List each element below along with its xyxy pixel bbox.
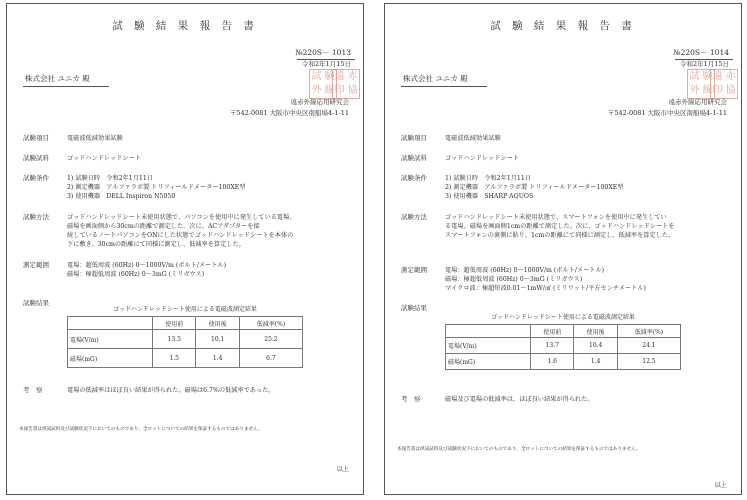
footnote: 本報告書は供試試料及び試験状況下においてのものであり、全ロットについての結果を保証するものではありません。 xyxy=(19,427,263,432)
sample-label: 試験試料 xyxy=(401,154,427,162)
method-line: ゴッドハンドレッドシート未使用状態で、スマートフォンを使用中に発生してい xyxy=(445,214,667,221)
sample-value: ゴッドハンドレッドシート xyxy=(67,155,141,162)
issuer-name: 遠赤外線応用研究会 xyxy=(290,98,349,106)
range-line: マイクロ波：極超短波0.01～1mW/㎠ (ミリワット/平方センチメートル) xyxy=(445,285,646,292)
range-line: 電場：超低周波 (60Hz) 0～1000V/m (ボルト/メートル) xyxy=(67,262,227,269)
table-header-row: 使用前 使用後 低減率(%) xyxy=(446,325,681,338)
remarks-label: 考 察 xyxy=(23,386,43,394)
method-line: 続しているノートパソコンをONにした状態でゴッドハンドレッドシートを本体の xyxy=(67,232,294,239)
method-line: ゴッドハンドレッドシート未使用状態で、パソコンを使用中に発生している電場、 xyxy=(67,214,296,221)
report-date: 令和2年1月15日 xyxy=(301,60,351,68)
method-line: る電場、磁場を画面側1cmの距離で測定した。次に、ゴッドハンドレッドシートを xyxy=(445,223,675,230)
end-mark: 以上 xyxy=(714,482,727,489)
document-number: №220S－ 1013 xyxy=(295,48,351,57)
range-line: 磁場：極超低周波 (60Hz) 0～3mG (ミリガウス) xyxy=(67,271,205,278)
condition-line: 1) 試験日時 令和2年1月11日 xyxy=(67,175,153,182)
footnote: 本報告書は供試試料及び試験状況下においてのものであり、全ロットについての結果を保証するものではありません。 xyxy=(397,447,641,452)
conditions-label: 試験条件 xyxy=(23,174,49,182)
range-label: 測定範囲 xyxy=(401,266,427,274)
item-label: 試験項目 xyxy=(401,134,427,142)
document-number: №220S－ 1014 xyxy=(673,48,729,57)
stamp-seal-left: 試 験 外 線 xyxy=(687,69,715,99)
range-line: 磁場：極超低周波 (60Hz) 0～3mG (ミリガウス) xyxy=(445,276,583,283)
range-label: 測定範囲 xyxy=(23,261,49,269)
method-label: 試験方法 xyxy=(23,213,49,221)
issuer-address: 〒542-0081 大阪市中央区南船場4-1-11 xyxy=(607,109,727,117)
item-value: 電磁波低減効果試験 xyxy=(67,135,123,142)
condition-line: 2) 測定機器 アルファラボ製 トリフィールドメーター100XE型 xyxy=(67,184,246,191)
method-line: 磁場を画面側から30cmの距離で測定した。次に、ACアダプターを接 xyxy=(67,223,260,230)
table-row: 電場(V/m) 13.5 10.1 25.2 xyxy=(68,330,303,349)
report-page-1 xyxy=(6,3,364,495)
table-caption: ゴッドハンドレッドシート使用による電磁波測定結果 xyxy=(491,314,635,321)
item-label: 試験項目 xyxy=(23,134,49,142)
table-row: 磁場(mG) 1.5 1.4 6.7 xyxy=(68,349,303,368)
addressee: 株式会社 ユニカ 殿 xyxy=(25,74,90,83)
results-label: 試験結果 xyxy=(401,304,427,312)
table-row: 電場(V/m) 13.7 10.4 24.1 xyxy=(446,338,681,354)
table-row: 磁場(mG) 1.6 1.4 12.5 xyxy=(446,354,681,370)
sample-value: ゴッドハンドレッドシート xyxy=(445,155,519,162)
method-line: 下に敷き、30cmの距離にて同様に測定し、低減率を算定した。 xyxy=(67,241,245,248)
issuer-address: 〒542-0081 大阪市中央区南船場4-1-11 xyxy=(229,109,349,117)
stamp-seal-left: 試 験 外 線 xyxy=(309,69,337,99)
item-value: 電磁波低減効果試験 xyxy=(445,135,501,142)
method-label: 試験方法 xyxy=(401,213,427,221)
results-table xyxy=(445,324,681,370)
condition-line: 2) 測定機器 アルファラボ製 トリフィールドメーター100XE型 xyxy=(445,184,624,191)
range-line: 電場：超低周波 (60Hz) 0～1000V/m (ボルト/メートル) xyxy=(445,267,605,274)
remarks-label: 考 察 xyxy=(401,395,421,403)
stamp-seal-right: 遠 赤 印 協 xyxy=(332,69,360,99)
condition-line: 3) 使用機器 SHARP AQUOS xyxy=(445,193,534,200)
addressee: 株式会社 ユニカ 殿 xyxy=(403,74,468,83)
report-title: 試 験 結 果 報 告 書 xyxy=(490,20,636,32)
sample-label: 試験試料 xyxy=(23,154,49,162)
method-line: スマートフォンの裏側に貼り、1cmの距離にて同様に測定し、低減率を算定した。 xyxy=(445,232,675,239)
remarks-text: 磁場及び電場の低減率は、ほぼ良い結果が得られた。 xyxy=(445,396,594,403)
results-table xyxy=(67,316,303,368)
condition-line: 1) 試験日時 令和2年1月11日 xyxy=(445,175,531,182)
condition-line: 3) 使用機器 DELL Inspiron N5050 xyxy=(67,193,176,200)
report-title: 試 験 結 果 報 告 書 xyxy=(112,20,258,32)
report-page-2 xyxy=(384,3,742,495)
remarks-text: 電場の低減率はほぼ良い結果が得られた。磁場は6.7%の低減率であった。 xyxy=(67,387,275,394)
end-mark: 以上 xyxy=(336,466,349,473)
results-label: 試験結果 xyxy=(23,299,49,307)
issuer-name: 遠赤外線応用研究会 xyxy=(668,98,727,106)
table-caption: ゴッドハンドレッドシート使用による電磁波測定結果 xyxy=(113,306,257,313)
conditions-label: 試験条件 xyxy=(401,174,427,182)
stamp-seal-right: 遠 赤 印 協 xyxy=(710,69,738,99)
report-date: 令和2年1月15日 xyxy=(679,60,729,68)
table-header-row: 使用前 使用後 低減率(%) xyxy=(68,317,303,330)
